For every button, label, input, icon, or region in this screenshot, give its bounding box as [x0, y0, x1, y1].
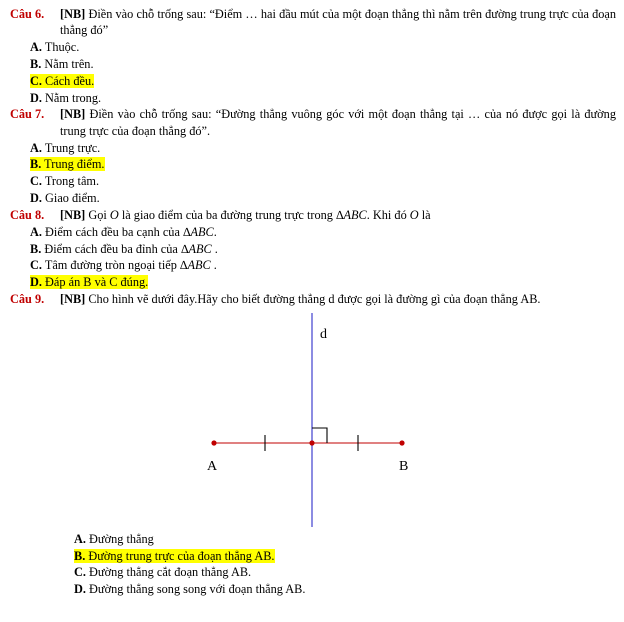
answer-8-a-math: ∆ABC — [182, 224, 214, 239]
answer-7-b-letter: B. — [30, 157, 42, 172]
question-6-tag: [NB] — [60, 7, 86, 21]
answer-8-c[interactable] — [30, 257, 616, 274]
answer-6-d-letter: D. — [30, 90, 42, 105]
answer-6-c[interactable] — [30, 73, 616, 90]
answer-6-b-letter: B. — [30, 57, 42, 72]
answer-8-b-math: ∆ABC — [180, 241, 212, 256]
answer-7-b[interactable] — [30, 156, 616, 173]
question-8 — [8, 207, 616, 223]
question-8-answers — [8, 224, 616, 291]
answer-7-a-text: Trung trực. — [44, 140, 101, 155]
perpendicular-bisector-diagram — [102, 309, 522, 531]
question-9 — [8, 291, 616, 307]
answer-9-b[interactable] — [74, 548, 616, 565]
point-b-dot — [399, 440, 404, 445]
answer-6-a-letter: A. — [30, 40, 42, 55]
answer-8-c-tail: . — [210, 258, 217, 273]
answer-9-b-letter: B. — [74, 548, 86, 563]
question-6-answers — [8, 39, 616, 106]
answer-6-b[interactable] — [30, 56, 616, 73]
question-9-figure — [8, 309, 616, 531]
answer-7-a-letter: A. — [30, 140, 42, 155]
answer-9-a-letter: A. — [74, 531, 86, 546]
question-6-stem: Điền vào chỗ trống sau: “Điểm … hai đầu mút của một đoạn thẳng thì nằm trên đường trung trực của đoạn thẳng đó” — [60, 7, 616, 38]
question-7-stem: Điền vào chỗ trống sau: “Đường thẳng vuông góc với một đoạn thẳng tại … của nó được gọi là đường trung trực của đoạn thẳng đó”. — [60, 107, 616, 138]
answer-9-c-text: Đường thẳng cắt đoạn thẳng AB. — [89, 565, 252, 580]
point-midpoint-dot — [309, 440, 314, 445]
answer-9-c[interactable] — [74, 564, 616, 581]
answer-8-b-tail: . — [211, 241, 218, 256]
answer-7-d-letter: D. — [30, 190, 42, 205]
answer-9-d-letter: D. — [74, 582, 86, 597]
answer-7-c-letter: C. — [30, 174, 42, 189]
answer-8-d[interactable] — [30, 274, 616, 291]
answer-6-b-text: Nằm trên. — [44, 57, 94, 72]
answer-8-d-highlight — [30, 275, 148, 289]
question-8-stem-p3: ∆ABC — [336, 207, 367, 222]
question-8-label: Câu 8. — [10, 207, 45, 222]
answer-6-c-highlight — [30, 74, 94, 88]
question-9-stem: Cho hình vẽ dưới đây.Hãy cho biết đường thẳng d được gọi là đường gì của đoạn thẳng AB. — [88, 291, 541, 306]
answer-8-b-letter: B. — [30, 241, 42, 256]
answer-7-c[interactable] — [30, 173, 616, 190]
answer-6-a-text: Thuộc. — [44, 40, 80, 55]
right-angle-marker — [312, 428, 327, 443]
label-d: d — [320, 326, 327, 342]
question-6 — [8, 6, 616, 38]
question-8-tag: [NB] — [60, 207, 86, 222]
question-8-stem-p1: O — [109, 207, 119, 222]
answer-8-a-letter: A. — [30, 224, 42, 239]
answer-8-a[interactable] — [30, 224, 616, 241]
answer-9-c-letter: C. — [74, 565, 86, 580]
point-a-dot — [211, 440, 216, 445]
label-b: B — [399, 458, 409, 474]
question-8-stem-p4: . Khi đó — [366, 207, 410, 222]
question-7-tag: [NB] — [60, 107, 86, 122]
question-8-stem-p2: là giao điểm của ba đường trung trực trong — [118, 207, 336, 222]
question-7-answers — [8, 140, 616, 207]
answer-8-c-math: ∆ABC — [179, 258, 211, 273]
answer-7-d-text: Giao điểm. — [45, 190, 100, 205]
question-8-text — [60, 207, 616, 223]
answer-7-d[interactable] — [30, 190, 616, 207]
question-9-tag: [NB] — [60, 291, 86, 306]
answer-7-c-text: Trong tâm. — [44, 174, 100, 189]
question-7-label: Câu 7. — [10, 107, 45, 122]
question-6-text — [60, 6, 616, 38]
answer-6-d[interactable] — [30, 90, 616, 107]
question-7 — [8, 106, 616, 138]
answer-9-a-text: Đường thẳng — [89, 531, 154, 546]
answer-8-b-text: Điểm cách đều ba đỉnh của — [44, 241, 181, 256]
answer-7-a[interactable] — [30, 140, 616, 157]
question-9-answers — [8, 531, 616, 598]
label-a: A — [207, 458, 218, 474]
answer-6-a[interactable] — [30, 39, 616, 56]
answer-9-b-highlight — [74, 549, 275, 563]
answer-6-d-text: Nằm trong. — [45, 90, 102, 105]
answer-7-b-text: Trung điểm. — [44, 157, 105, 172]
question-9-text — [60, 291, 616, 307]
answer-8-b[interactable] — [30, 241, 616, 258]
answer-9-a[interactable] — [74, 531, 616, 548]
question-6-label: Câu 6. — [10, 7, 45, 21]
answer-6-c-letter: C. — [30, 73, 42, 88]
question-7-text — [60, 106, 616, 138]
answer-9-d[interactable] — [74, 581, 616, 598]
question-8-stem-p5: O — [409, 207, 419, 222]
answer-8-a-tail: . — [213, 224, 217, 239]
question-9-label: Câu 9. — [10, 291, 45, 306]
answer-9-d-text: Đường thẳng song song với đoạn thẳng AB. — [89, 582, 306, 597]
question-8-stem-p6: là — [418, 207, 431, 222]
question-8-stem-p0: Gọi — [88, 207, 110, 222]
answer-6-c-text: Cách đều. — [45, 73, 95, 88]
answer-8-a-text: Điểm cách đều ba cạnh của — [45, 224, 183, 239]
answer-8-c-letter: C. — [30, 258, 42, 273]
answer-8-d-letter: D. — [30, 275, 42, 289]
answer-8-d-text: Đáp án B và C đúng. — [45, 275, 149, 289]
answer-9-b-text: Đường trung trực của đoạn thẳng AB. — [88, 548, 275, 563]
answer-7-b-highlight — [30, 157, 105, 171]
answer-8-c-text: Tâm đường tròn ngoại tiếp — [44, 258, 180, 273]
